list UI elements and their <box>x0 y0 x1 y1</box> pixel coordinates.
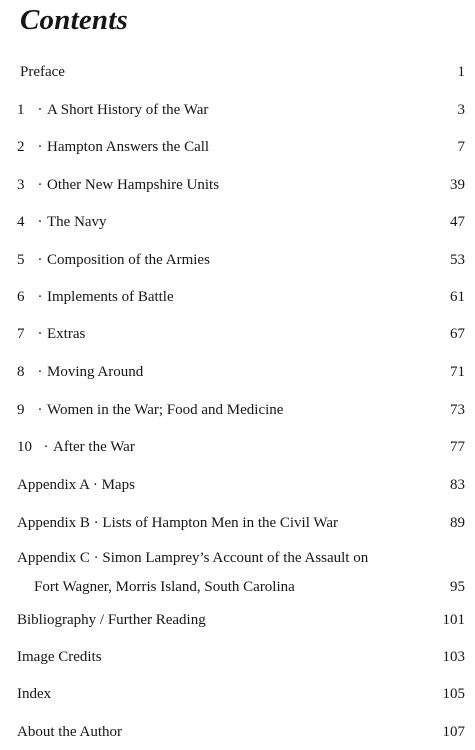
toc-entry-title: Preface <box>20 64 65 80</box>
toc-entry-bibliography[interactable] <box>0 609 475 631</box>
separator-dot: · <box>43 439 49 455</box>
toc-entry-title: About the Author <box>17 724 122 740</box>
toc-page-number: 103 <box>442 649 465 665</box>
page-title: Contents <box>20 4 128 36</box>
chapter-number: 5 <box>17 252 25 268</box>
separator-dot: · <box>37 252 43 268</box>
toc-page-number: 95 <box>450 579 465 595</box>
chapter-number: 6 <box>17 289 25 305</box>
toc-page-number: 107 <box>442 724 465 740</box>
toc-entry-chapter-3[interactable] <box>0 174 475 196</box>
toc-entry-chapter-10[interactable] <box>0 436 475 458</box>
toc-page-number: 61 <box>450 289 465 305</box>
toc-entry-chapter-8[interactable] <box>0 361 475 383</box>
separator-dot: · <box>37 139 43 155</box>
chapter-number: 7 <box>17 326 25 342</box>
toc-page-number: 77 <box>450 439 465 455</box>
toc-page-number: 39 <box>450 177 465 193</box>
toc-entry-chapter-1[interactable] <box>0 99 475 121</box>
toc-entry-chapter-2[interactable] <box>0 136 475 158</box>
toc-entry-chapter-7[interactable] <box>0 323 475 345</box>
toc-entry-about-the-author[interactable] <box>0 721 475 743</box>
toc-page-number: 1 <box>457 64 465 80</box>
separator-dot: · <box>37 364 43 380</box>
toc-entry-chapter-6[interactable] <box>0 286 475 308</box>
toc-entry-title: Extras <box>47 326 86 342</box>
toc-entry-title: Other New Hampshire Units <box>47 177 220 193</box>
toc-entry-appendix-a[interactable] <box>0 474 475 496</box>
toc-entry-continuation: Fort Wagner, Morris Island, South Carolina <box>34 579 295 595</box>
chapter-number: 10 <box>17 439 32 455</box>
separator-dot: · <box>37 326 43 342</box>
toc-page-number: 89 <box>450 515 465 531</box>
toc-entry-title: Implements of Battle <box>47 289 174 305</box>
toc-entry-title: Bibliography / Further Reading <box>17 612 206 628</box>
toc-page-number: 47 <box>450 214 465 230</box>
toc-entry-title: Composition of the Armies <box>47 252 210 268</box>
chapter-number: 4 <box>17 214 25 230</box>
toc-entry-title: Index <box>17 686 52 702</box>
toc-entry-appendix-c[interactable] <box>0 547 475 569</box>
toc-entry-image-credits[interactable] <box>0 646 475 668</box>
toc-entry-title: Appendix B · Lists of Hampton Men in the Civil War <box>17 515 338 531</box>
toc-entry-title: Women in the War; Food and Medicine <box>47 402 284 418</box>
separator-dot: · <box>37 402 43 418</box>
toc-entry-title: Appendix A · Maps <box>17 477 135 493</box>
toc-page-number: 101 <box>442 612 465 628</box>
chapter-number: 1 <box>17 102 25 118</box>
toc-entry-chapter-5[interactable] <box>0 249 475 271</box>
toc-entry-chapter-4[interactable] <box>0 211 475 233</box>
toc-entry-title: Moving Around <box>47 364 144 380</box>
toc-entry-title: Image Credits <box>17 649 102 665</box>
toc-page-number: 67 <box>450 326 465 342</box>
toc-entry-title: Appendix C · Simon Lamprey’s Account of the Assault on <box>17 550 369 566</box>
toc-page-number: 7 <box>457 139 465 155</box>
separator-dot: · <box>37 102 43 118</box>
toc-entry-title: A Short History of the War <box>47 102 209 118</box>
toc-page-number: 73 <box>450 402 465 418</box>
toc-entry-appendix-b[interactable] <box>0 512 475 534</box>
toc-entry-chapter-9[interactable] <box>0 399 475 421</box>
toc-page-number: 3 <box>457 102 465 118</box>
separator-dot: · <box>37 289 43 305</box>
chapter-number: 2 <box>17 139 25 155</box>
toc-entry-title: Hampton Answers the Call <box>47 139 210 155</box>
separator-dot: · <box>37 177 43 193</box>
toc-entry-preface[interactable] <box>0 61 475 83</box>
toc-page-number: 71 <box>450 364 465 380</box>
toc-page-number: 53 <box>450 252 465 268</box>
toc-page-number: 105 <box>442 686 465 702</box>
toc-entry-index[interactable] <box>0 683 475 705</box>
chapter-number: 8 <box>17 364 25 380</box>
toc-entry-title: After the War <box>53 439 135 455</box>
chapter-number: 9 <box>17 402 25 418</box>
toc-page-number: 83 <box>450 477 465 493</box>
toc-entry-title: The Navy <box>47 214 107 230</box>
chapter-number: 3 <box>17 177 25 193</box>
toc-entry-appendix-c-page[interactable] <box>0 576 475 598</box>
separator-dot: · <box>37 214 43 230</box>
